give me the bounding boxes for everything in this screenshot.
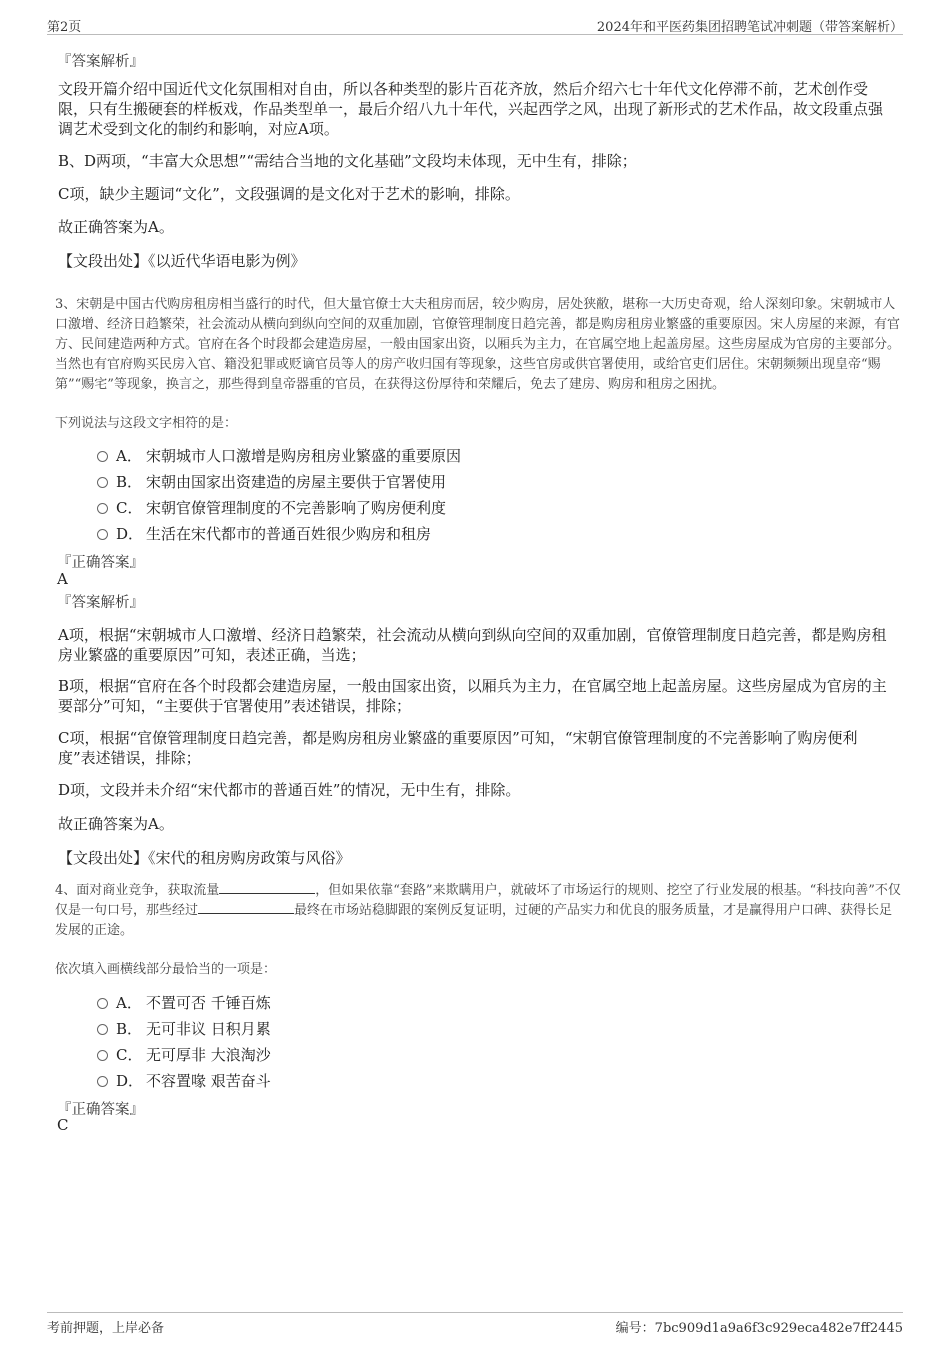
- q2-analysis-label: 『答案解析』: [57, 54, 144, 70]
- page-header: [47, 16, 903, 35]
- radio-icon[interactable]: [97, 529, 108, 540]
- q2-source: 【文段出处】《以近代华语电影为例》: [58, 252, 306, 270]
- document-id: 编号：7bc909d1a9a6f3c929eca482e7ff2445: [615, 1321, 903, 1336]
- radio-icon[interactable]: [97, 451, 108, 462]
- q3-text: 3、宋朝是中国古代购房租房相当盛行的时代，但大量官僚士大夫租房而居，较少购房，居处狭敝，堪称一大历史奇观，给人深刻印象。宋朝城市人口激增、经济日趋繁荣，社会流动从横向到纵向空间的双重加剧，官僚管理制度日趋完善，都是购房租房业繁盛的重要原因。宋人房屋的来源，有官方、民间建造两种方式。官府在各个时段都会建造房屋，一般由国家出资，以厢兵为主力，在官属空地上起盖房屋。这些房屋成为官房的主要部分。当然也有官府购买民房入官、籍没犯罪或贬谪官员等人的房产收归国有等现象，这些官房或供官署使用，或给官吏们居住。宋朝频频出现皇帝“赐第”“赐宅”等现象，换言之，那些得到皇帝器重的官员，在获得这份厚待和荣耀后，免去了建房、购房和租房之困扰。: [55, 297, 901, 392]
- q3-source: 【文段出处】《宋代的租房购房政策与风俗》: [58, 849, 351, 867]
- page-footer: [47, 1312, 903, 1335]
- q3-option-a[interactable]: A． 宋朝城市人口激增是购房租房业繁盛的重要原因: [97, 445, 461, 465]
- q4-answer: C: [57, 1116, 69, 1134]
- q3-option-b[interactable]: B． 宋朝由国家出资建造的房屋主要供于官署使用: [97, 471, 446, 491]
- q3-option-d[interactable]: D． 生活在宋代都市的普通百姓很少购房和租房: [97, 523, 431, 543]
- q4-prompt: 依次填入画横线部分最恰当的一项是：: [55, 962, 277, 977]
- q3-analysis-a: A项，根据“宋朝城市人口激增、经济日趋繁荣，社会流动从横向到纵向空间的双重加剧，官僚管理制度日趋完善，都是购房租房业繁盛的重要原因”可知，表述正确，当选；: [58, 626, 887, 664]
- radio-icon[interactable]: [97, 998, 108, 1009]
- radio-icon[interactable]: [97, 1076, 108, 1087]
- q2-analysis-p2: B、D两项，“丰富大众思想”“需结合当地的文化基础”文段均未体现，无中生有，排除；: [58, 152, 637, 170]
- q3-answer: A: [57, 570, 68, 588]
- q4-answer-label: 『正确答案』: [57, 1102, 144, 1118]
- footer-slogan: 考前押题，上岸必备: [47, 1321, 165, 1336]
- radio-icon[interactable]: [97, 503, 108, 514]
- q3-analysis-d: D项，文段并未介绍“宋代都市的普通百姓”的情况，无中生有，排除。: [58, 781, 521, 799]
- q3-analysis-c: C项，根据“官僚管理制度日趋完善，都是购房租房业繁盛的重要原因”可知，“宋朝官僚管理制度的不完善影响了购房便利度”表述错误，排除；: [58, 729, 858, 767]
- document-title: 2024年和平医药集团招聘笔试冲刺题（带答案解析）: [596, 20, 903, 35]
- fill-blank-2: [198, 901, 294, 914]
- q3-prompt: 下列说法与这段文字相符的是：: [55, 416, 238, 431]
- q4-option-a[interactable]: A． 不置可否 千锤百炼: [97, 992, 271, 1012]
- q4-option-c[interactable]: C． 无可厚非 大浪淘沙: [97, 1044, 271, 1064]
- radio-icon[interactable]: [97, 477, 108, 488]
- radio-icon[interactable]: [97, 1024, 108, 1035]
- q2-analysis-p3: C项，缺少主题词“文化”，文段强调的是文化对于艺术的影响，排除。: [58, 185, 520, 203]
- q3-answer-label: 『正确答案』: [57, 555, 144, 571]
- page-number: 第2页: [47, 20, 82, 35]
- q2-analysis-p4: 故正确答案为A。: [58, 218, 174, 236]
- q3-analysis-label: 『答案解析』: [57, 595, 144, 611]
- fill-blank-1: [219, 881, 315, 894]
- radio-icon[interactable]: [97, 1050, 108, 1061]
- q4-option-d[interactable]: D． 不容置喙 艰苦奋斗: [97, 1070, 271, 1090]
- q3-analysis-conclusion: 故正确答案为A。: [58, 815, 174, 833]
- q4-option-b[interactable]: B． 无可非议 日积月累: [97, 1018, 271, 1038]
- q3-analysis-b: B项，根据“官府在各个时段都会建造房屋，一般由国家出资，以厢兵为主力，在官属空地上起盖房屋。这些房屋成为官房的主要部分”可知，“主要供于官署使用”表述错误，排除；: [58, 677, 887, 715]
- q4-text: 4、面对商业竞争，获取流量 ，但如果依靠“套路”来欺瞒用户，就破坏了市场运行的规则、挖空了行业发展的根基。“科技向善”不仅仅是一句口号，那些经过 最终在市场站稳脚跟的案例反复证明，过硬的产品实力和优良的服务质量，才是赢得用户口碑、获得长足发展的正途。: [55, 883, 901, 938]
- q2-analysis-p1: 文段开篇介绍中国近代文化氛围相对自由，所以各种类型的影片百花齐放，然后介绍六七十年代文化停滞不前，艺术创作受限，只有生搬硬套的样板戏，作品类型单一，最后介绍八九十年代，兴起西学之风，出现了新形式的艺术作品，故文段重点强调艺术受到文化的制约和影响，对应A项。: [58, 80, 884, 138]
- q3-option-c[interactable]: C． 宋朝官僚管理制度的不完善影响了购房便利度: [97, 497, 446, 517]
